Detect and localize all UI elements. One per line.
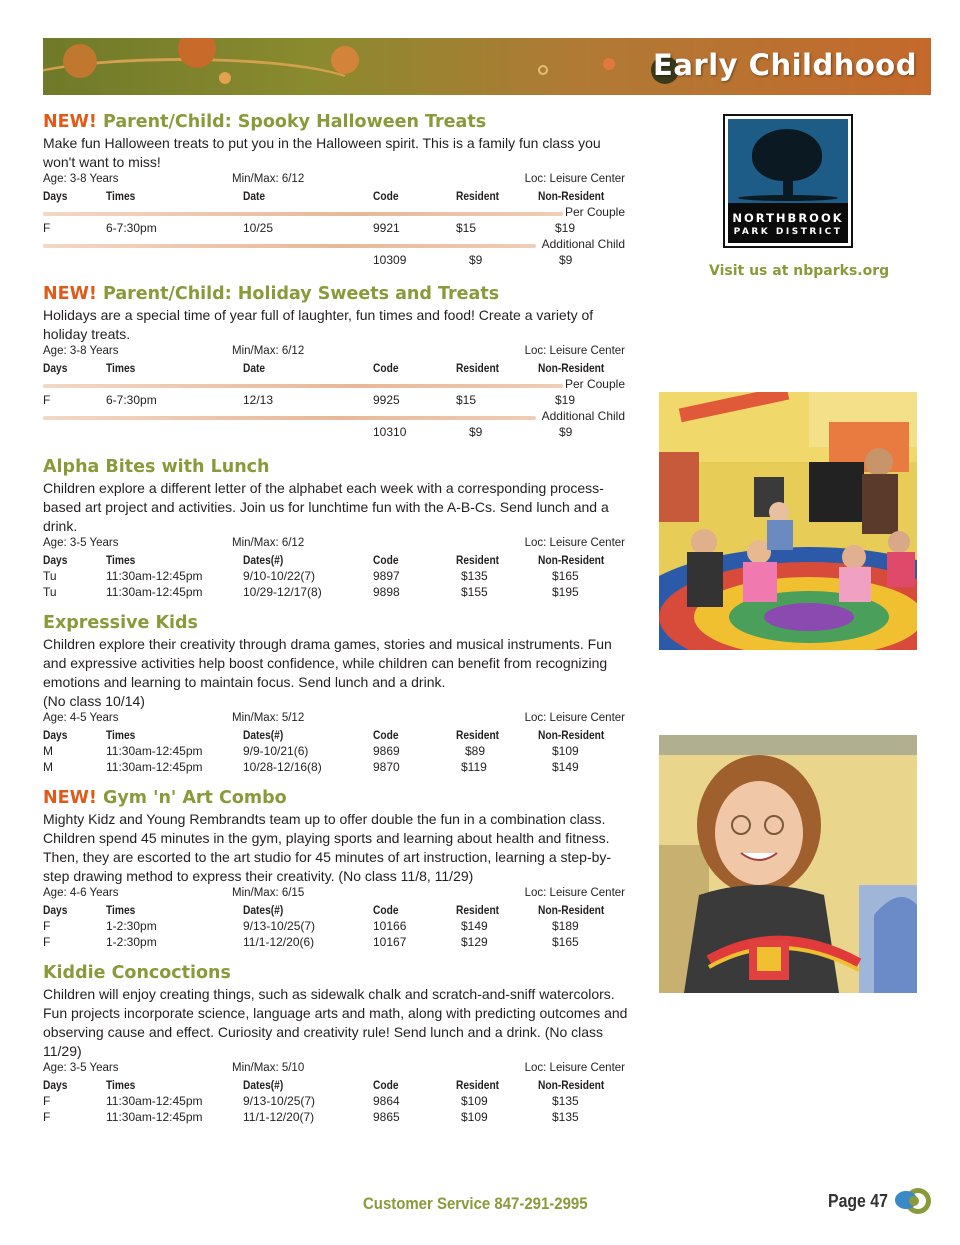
location: Loc: Leisure Center — [524, 537, 625, 549]
banner-circle — [603, 58, 615, 70]
cell-nonresident: $149 — [552, 760, 579, 774]
location: Loc: Leisure Center — [524, 887, 625, 899]
header-nonresident: Non-Resident — [538, 189, 605, 203]
divider-label: Per Couple — [564, 377, 625, 391]
class-title: NEW! Parent/Child: Spooky Halloween Treats — [43, 112, 487, 132]
cell-times: 6-7:30pm — [106, 393, 157, 407]
cell-nonresident: $109 — [552, 744, 579, 758]
cell-code: 10166 — [373, 919, 407, 933]
class-title: Alpha Bites with Lunch — [43, 457, 270, 477]
cell-times: 11:30am-12:45pm — [106, 585, 203, 599]
header-resident: Resident — [456, 1078, 500, 1092]
class-section — [43, 283, 633, 441]
header-code: Code — [373, 1078, 399, 1092]
header-date: Date — [243, 189, 266, 203]
table-row — [43, 919, 633, 935]
cell-date: 10/25 — [243, 221, 274, 235]
cell-code: 9864 — [373, 1094, 400, 1108]
northbrook-park-district-logo — [723, 114, 853, 248]
header-days: Days — [43, 189, 68, 203]
class-meta — [43, 173, 633, 189]
cell-resident: $119 — [461, 760, 487, 774]
min-max: Min/Max: 6/12 — [232, 173, 305, 185]
cell-nonresident: $165 — [552, 569, 579, 583]
cell-resident: $155 — [461, 585, 488, 599]
cell-days: Tu — [43, 585, 57, 599]
price-divider — [43, 205, 633, 221]
cell-days: M — [43, 744, 53, 758]
class-title: Expressive Kids — [43, 613, 198, 633]
cell-nonresident: $135 — [552, 1094, 579, 1108]
header-times: Times — [106, 1078, 136, 1092]
cell-resident: $149 — [461, 919, 488, 933]
header-days: Days — [43, 903, 68, 917]
class-description: Children explore their creativity through drama games, stories and musical instruments. Fun and expressive activities help boost confidence, while children can benefit from recognizing emotions and learning to maintain focus. Send lunch and a drink. — [43, 636, 612, 690]
min-max: Min/Max: 5/10 — [232, 1062, 305, 1074]
header-dates: Dates(#) — [243, 903, 284, 917]
cell-nonresident: $19 — [555, 221, 576, 235]
table-header — [43, 728, 633, 744]
cell-dates: 11/1-12/20(7) — [243, 1110, 315, 1124]
table-row — [43, 585, 633, 601]
header-days: Days — [43, 553, 68, 567]
cell-nonresident: $195 — [552, 585, 579, 599]
table-row — [43, 221, 633, 237]
header-dates: Dates(#) — [243, 553, 284, 567]
table-header — [43, 361, 633, 377]
class-description: Make fun Halloween treats to put you in the Halloween spirit. This is a family fun class you won't want to miss! — [43, 135, 601, 170]
logo-name: NORTHBROOK — [732, 211, 844, 225]
min-max: Min/Max: 6/12 — [232, 345, 305, 357]
header-resident: Resident — [456, 903, 500, 917]
banner-circle — [331, 46, 359, 74]
cell-code: 9921 — [373, 221, 400, 235]
class-note: (No class 10/14) — [43, 693, 145, 709]
class-description: Children will enjoy creating things, such as sidewalk chalk and scratch-and-sniff watercolors. Fun projects incorporate science, language arts and math, along with predicting outcomes and observing cause and effect. Curiosity and creativity rule! Send lunch and a drink. (No class 11/29) — [43, 986, 628, 1059]
header-code: Code — [373, 361, 399, 375]
cell-resident: $109 — [461, 1094, 488, 1108]
header-nonresident: Non-Resident — [538, 1078, 605, 1092]
table-row — [43, 393, 633, 409]
class-title: NEW! Gym 'n' Art Combo — [43, 788, 287, 808]
cell-resident: $109 — [461, 1110, 488, 1124]
cell-nonresident: $165 — [552, 935, 579, 949]
cell-dates: 9/13-10/25(7) — [243, 1094, 316, 1108]
class-section — [43, 456, 633, 601]
cell-dates: 11/1-12/20(6) — [243, 935, 315, 949]
cell-times: 11:30am-12:45pm — [106, 1094, 203, 1108]
cell-date: 12/13 — [243, 393, 274, 407]
cell-nonresident: $189 — [552, 919, 579, 933]
cell-times: 1-2:30pm — [106, 935, 157, 949]
cell-days: F — [43, 935, 51, 949]
banner-title: Early Childhood — [653, 48, 917, 82]
header-dates: Dates(#) — [243, 728, 284, 742]
location: Loc: Leisure Center — [524, 1062, 625, 1074]
table-row — [43, 744, 633, 760]
cell-times: 11:30am-12:45pm — [106, 744, 203, 758]
class-section — [43, 111, 633, 269]
table-header — [43, 903, 633, 919]
cell-times: 11:30am-12:45pm — [106, 569, 203, 583]
cell-times: 6-7:30pm — [106, 221, 157, 235]
cell-times: 11:30am-12:45pm — [106, 1110, 203, 1124]
min-max: Min/Max: 6/15 — [232, 887, 305, 899]
cell-resident: $129 — [461, 935, 488, 949]
header-code: Code — [373, 728, 399, 742]
cell-resident: $15 — [456, 393, 477, 407]
girl-photo-image — [659, 735, 917, 993]
cell-resident: $89 — [465, 744, 486, 758]
cell-resident: $9 — [469, 253, 483, 267]
table-row — [43, 1094, 633, 1110]
table-row — [43, 425, 633, 441]
tree-trunk — [783, 174, 793, 196]
class-meta — [43, 345, 633, 361]
cell-dates: 9/13-10/25(7) — [243, 919, 316, 933]
age-range: Age: 4-5 Years — [43, 712, 119, 724]
header-date: Date — [243, 361, 266, 375]
swirl-icon — [893, 1186, 933, 1216]
cell-code: 9898 — [373, 585, 400, 599]
section-banner — [43, 38, 931, 95]
cell-days: F — [43, 1110, 51, 1124]
cell-code: 10309 — [373, 253, 407, 267]
class-title: Kiddie Concoctions — [43, 963, 231, 983]
table-header — [43, 553, 633, 569]
cell-nonresident: $9 — [559, 253, 573, 267]
cell-nonresident: $19 — [555, 393, 576, 407]
banner-circle — [63, 44, 97, 78]
age-range: Age: 3-5 Years — [43, 537, 119, 549]
price-divider — [43, 237, 633, 253]
location: Loc: Leisure Center — [524, 712, 625, 724]
cell-code: 9870 — [373, 760, 400, 774]
logo-tree-panel — [728, 119, 848, 243]
logo-band — [728, 203, 848, 243]
location: Loc: Leisure Center — [524, 173, 625, 185]
class-description: Holidays are a special time of year full of laughter, fun times and food! Create a variety of holiday treats. — [43, 307, 594, 342]
header-code: Code — [373, 553, 399, 567]
banner-circle — [219, 72, 231, 84]
divider-label: Additional Child — [541, 409, 625, 423]
header-nonresident: Non-Resident — [538, 728, 605, 742]
class-section — [43, 612, 633, 776]
cell-dates: 9/9-10/21(6) — [243, 744, 309, 758]
age-range: Age: 3-5 Years — [43, 1062, 119, 1074]
class-section — [43, 962, 633, 1126]
class-description: Mighty Kidz and Young Rembrandts team up to offer double the fun in a combination class. Children spend 45 minutes in the gym, playing sports and learning about health and fitness. Then, they are escorted to the art studio for 45 minutes of art instruction, learning a step-by-step drawing method to express their creativity. (No class 11/8, 11/29) — [43, 811, 612, 884]
classroom-photo — [659, 392, 917, 650]
cell-days: F — [43, 919, 51, 933]
banner-circle — [538, 65, 548, 75]
divider-bar — [43, 244, 536, 248]
table-row — [43, 253, 633, 269]
header-nonresident: Non-Resident — [538, 361, 605, 375]
cell-days: F — [43, 393, 51, 407]
cell-code: 10310 — [373, 425, 407, 439]
class-meta — [43, 887, 633, 903]
cell-nonresident: $9 — [559, 425, 573, 439]
min-max: Min/Max: 5/12 — [232, 712, 305, 724]
cell-days: F — [43, 1094, 51, 1108]
table-row — [43, 569, 633, 585]
header-dates: Dates(#) — [243, 1078, 284, 1092]
cell-resident: $135 — [461, 569, 488, 583]
cell-dates: 10/28-12/16(8) — [243, 760, 322, 774]
cell-days: M — [43, 760, 53, 774]
customer-service-phone: Customer Service 847-291-2995 — [363, 1194, 588, 1213]
table-row — [43, 935, 633, 951]
cell-code: 9897 — [373, 569, 400, 583]
header-code: Code — [373, 189, 399, 203]
cell-code: 10167 — [373, 935, 407, 949]
table-row — [43, 1110, 633, 1126]
website-link[interactable]: Visit us at nbparks.org — [709, 263, 890, 279]
table-row — [43, 760, 633, 776]
age-range: Age: 4-6 Years — [43, 887, 119, 899]
header-code: Code — [373, 903, 399, 917]
girl-with-toy-photo — [659, 735, 917, 993]
cell-dates: 10/29-12/17(8) — [243, 585, 322, 599]
header-times: Times — [106, 728, 136, 742]
age-range: Age: 3-8 Years — [43, 345, 119, 357]
cell-times: 1-2:30pm — [106, 919, 157, 933]
class-meta — [43, 1062, 633, 1078]
cell-resident: $9 — [469, 425, 483, 439]
header-nonresident: Non-Resident — [538, 903, 605, 917]
header-days: Days — [43, 728, 68, 742]
cell-days: F — [43, 221, 51, 235]
cell-code: 9865 — [373, 1110, 400, 1124]
classroom-photo-image — [659, 392, 917, 650]
price-divider — [43, 377, 633, 393]
class-meta — [43, 712, 633, 728]
header-times: Times — [106, 903, 136, 917]
divider-bar — [43, 416, 536, 420]
cell-days: Tu — [43, 569, 57, 583]
cell-resident: $15 — [456, 221, 477, 235]
cell-code: 9925 — [373, 393, 400, 407]
cell-code: 9869 — [373, 744, 400, 758]
class-description: Children explore a different letter of the alphabet each week with a corresponding process-based art project and activities. Join us for lunchtime fun with the A-B-Cs. Send lunch and a drink. — [43, 480, 609, 534]
header-nonresident: Non-Resident — [538, 553, 605, 567]
divider-label: Per Couple — [564, 205, 625, 219]
cell-nonresident: $135 — [552, 1110, 579, 1124]
age-range: Age: 3-8 Years — [43, 173, 119, 185]
price-divider — [43, 409, 633, 425]
location: Loc: Leisure Center — [524, 345, 625, 357]
header-resident: Resident — [456, 189, 500, 203]
cell-dates: 9/10-10/22(7) — [243, 569, 316, 583]
logo-sub: PARK DISTRICT — [733, 227, 843, 237]
cell-times: 11:30am-12:45pm — [106, 760, 203, 774]
class-section — [43, 787, 633, 951]
class-title: NEW! Parent/Child: Holiday Sweets and Treats — [43, 284, 500, 304]
header-resident: Resident — [456, 553, 500, 567]
divider-label: Additional Child — [541, 237, 625, 251]
page-number: Page 47 — [828, 1191, 888, 1211]
table-header — [43, 1078, 633, 1094]
header-days: Days — [43, 361, 68, 375]
header-resident: Resident — [456, 361, 500, 375]
tree-ground — [738, 195, 838, 201]
header-times: Times — [106, 361, 136, 375]
header-days: Days — [43, 1078, 68, 1092]
header-resident: Resident — [456, 728, 500, 742]
header-times: Times — [106, 189, 136, 203]
min-max: Min/Max: 6/12 — [232, 537, 305, 549]
class-meta — [43, 537, 633, 553]
table-header — [43, 189, 633, 205]
divider-bar — [43, 212, 563, 216]
divider-bar — [43, 384, 563, 388]
header-times: Times — [106, 553, 136, 567]
